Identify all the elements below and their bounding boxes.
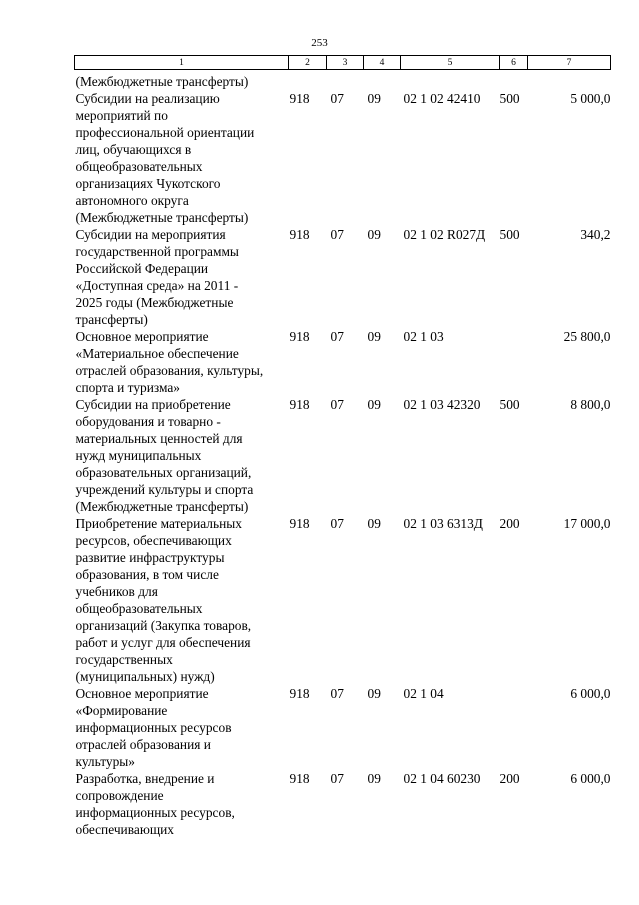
description-line: (Межбюджетные трансферты): [75, 74, 249, 89]
grbs-code: 918: [289, 516, 310, 531]
description-line: информационных ресурсов,: [75, 805, 235, 820]
table-row: [75, 226, 611, 328]
description-line: Приобретение материальных: [75, 516, 242, 531]
description-line: учебников для: [75, 584, 158, 599]
section-code: 07: [330, 227, 344, 242]
amount: 8 800,0: [570, 397, 611, 412]
description-line: культуры»: [75, 754, 135, 769]
grbs-code: 918: [289, 227, 310, 242]
description-line: нужд муниципальных: [75, 448, 202, 463]
description-line: развитие инфраструктуры: [75, 550, 225, 565]
amount: 25 800,0: [563, 329, 611, 344]
table-row: [75, 515, 611, 685]
column-header-6: 6: [500, 56, 528, 70]
amount: 6 000,0: [570, 686, 611, 701]
description-line: работ и услуг для обеспечения: [75, 635, 251, 650]
subsection-code: 09: [367, 329, 381, 344]
description-line: государственной программы: [75, 244, 239, 259]
row-description: [75, 515, 289, 685]
description-line: профессиональной ориентации: [75, 125, 255, 140]
target-article: 02 1 02 R027Д: [403, 227, 486, 242]
section-code: 07: [330, 771, 344, 786]
section-code: [327, 70, 364, 91]
column-header-1: 1: [75, 56, 289, 70]
amount: 340,2: [580, 227, 611, 242]
subsection-code: 09: [367, 686, 381, 701]
table-body: [75, 70, 611, 839]
target-article: 02 1 02 42410: [403, 91, 481, 106]
amount: 6 000,0: [570, 771, 611, 786]
expense-type: [500, 328, 528, 396]
description-line: Основное мероприятие: [75, 686, 209, 701]
description-line: Субсидии на реализацию: [75, 91, 220, 106]
description-line: образовательных организаций,: [75, 465, 252, 480]
description-line: Основное мероприятие: [75, 329, 209, 344]
description-line: отраслей образования, культуры,: [75, 363, 264, 378]
description-line: Разработка, внедрение и: [75, 771, 215, 786]
description-line: лиц, обучающихся в: [75, 142, 192, 157]
description-line: организациях Чукотского: [75, 176, 221, 191]
description-line: общеобразовательных: [75, 159, 203, 174]
table-row: [75, 70, 611, 91]
grbs-code: [289, 70, 327, 91]
amount: [528, 70, 611, 91]
section-code: 07: [330, 91, 344, 106]
page-number: 253: [311, 37, 328, 49]
description-line: Российской Федерации: [75, 261, 209, 276]
description-line: учреждений культуры и спорта: [75, 482, 254, 497]
row-description: [75, 226, 289, 328]
grbs-code: 918: [289, 771, 310, 786]
grbs-code: 918: [289, 686, 310, 701]
subsection-code: 09: [367, 771, 381, 786]
subsection-code: [364, 70, 401, 91]
description-line: трансферты): [75, 312, 148, 327]
section-code: 07: [330, 329, 344, 344]
description-line: «Формирование: [75, 703, 168, 718]
target-article: [401, 70, 500, 91]
description-line: автономного округа: [75, 193, 189, 208]
description-line: (Межбюджетные трансферты): [75, 499, 249, 514]
target-article: 02 1 03: [403, 329, 444, 344]
column-header-5: 5: [401, 56, 500, 70]
description-line: отраслей образования и: [75, 737, 211, 752]
budget-table: [74, 55, 611, 838]
expense-type: [500, 70, 528, 91]
description-line: Субсидии на мероприятия: [75, 227, 226, 242]
amount: 17 000,0: [563, 516, 611, 531]
description-line: организаций (Закупка товаров,: [75, 618, 252, 633]
section-code: 07: [330, 686, 344, 701]
description-line: 2025 годы (Межбюджетные: [75, 295, 234, 310]
table-row: [75, 685, 611, 770]
target-article: 02 1 03 6313Д: [403, 516, 483, 531]
section-code: 07: [330, 516, 344, 531]
row-description: [75, 770, 289, 838]
subsection-code: 09: [367, 227, 381, 242]
grbs-code: 918: [289, 91, 310, 106]
description-line: «Материальное обеспечение: [75, 346, 239, 361]
grbs-code: 918: [289, 397, 310, 412]
expense-type: 500: [499, 227, 520, 242]
row-description: [75, 396, 289, 515]
subsection-code: 09: [367, 91, 381, 106]
expense-type: 200: [499, 516, 520, 531]
description-line: образования, в том числе: [75, 567, 219, 582]
table-header-row: [75, 56, 611, 70]
target-article: 02 1 03 42320: [403, 397, 481, 412]
expense-type: [500, 685, 528, 770]
description-line: информационных ресурсов: [75, 720, 232, 735]
description-line: спорта и туризма»: [75, 380, 180, 395]
row-description: [75, 685, 289, 770]
column-header-4: 4: [364, 56, 401, 70]
target-article: 02 1 04 60230: [403, 771, 481, 786]
description-line: (муниципальных) нужд): [75, 669, 215, 684]
table-row: [75, 396, 611, 515]
subsection-code: 09: [367, 516, 381, 531]
expense-type: 200: [499, 771, 520, 786]
description-line: Субсидии на приобретение: [75, 397, 231, 412]
description-line: мероприятий по: [75, 108, 168, 123]
description-line: «Доступная среда» на 2011 -: [75, 278, 239, 293]
row-description: [75, 328, 289, 396]
table-row: [75, 90, 611, 226]
description-line: общеобразовательных: [75, 601, 203, 616]
expense-type: 500: [499, 397, 520, 412]
row-description: [75, 70, 289, 91]
target-article: 02 1 04: [403, 686, 444, 701]
column-header-7: 7: [528, 56, 611, 70]
description-line: государственных: [75, 652, 173, 667]
description-line: ресурсов, обеспечивающих: [75, 533, 232, 548]
subsection-code: 09: [367, 397, 381, 412]
description-line: (Межбюджетные трансферты): [75, 210, 249, 225]
amount: 5 000,0: [570, 91, 611, 106]
column-header-3: 3: [327, 56, 364, 70]
column-header-2: 2: [289, 56, 327, 70]
description-line: оборудования и товарно -: [75, 414, 221, 429]
description-line: материальных ценностей для: [75, 431, 243, 446]
table-row: [75, 328, 611, 396]
table-row: [75, 770, 611, 838]
description-line: сопровождение: [75, 788, 164, 803]
row-description: [75, 90, 289, 226]
section-code: 07: [330, 397, 344, 412]
grbs-code: 918: [289, 329, 310, 344]
expense-type: 500: [499, 91, 520, 106]
description-line: обеспечивающих: [75, 822, 174, 837]
